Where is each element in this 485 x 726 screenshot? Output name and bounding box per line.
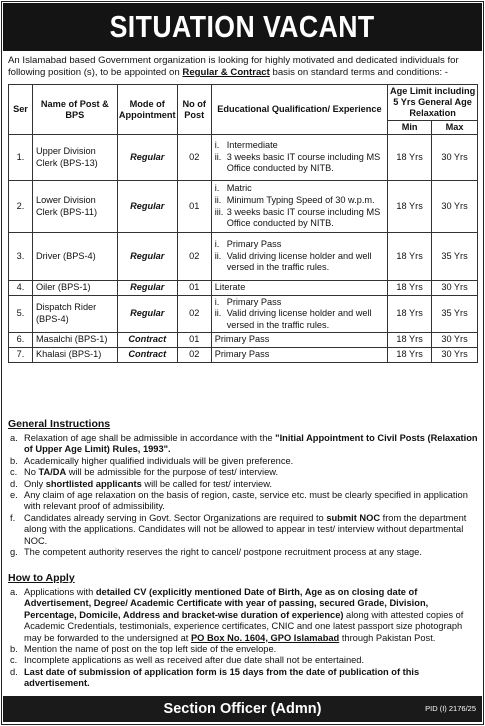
header-post: Name of Post & BPS [32,85,117,135]
cell-post: Driver (BPS-4) [32,233,117,281]
instruction-index: a. [10,433,18,443]
cell-age-max: 35 Yrs [432,295,478,333]
qualification-text: Primary Pass [214,348,270,359]
instruction-index: d. [10,478,18,489]
how-to-apply-heading: How to Apply [8,572,75,584]
instruction-text: PO Box No. 1604, GPO Islamabad [190,632,340,643]
cell-num: 01 [177,181,211,233]
instruction-index: e. [10,490,18,501]
cell-age-min: 18 Yrs [388,347,432,362]
cell-ser: 1. [9,135,33,181]
qualification-number: ii. [214,194,222,205]
header-qual: Educational Qualification/ Experience [211,85,387,135]
cell-age-max: 30 Yrs [432,333,478,348]
cell-mode: Contract [117,347,177,362]
qualification-number: i. [214,183,220,194]
qualification-text: Minimum Typing Speed of 30 w.p.m. [226,194,375,205]
instruction-text: No [24,467,39,478]
instruction-text: Candidates already serving in Govt. Sector Organizations are required to [24,512,327,523]
cell-age-min: 18 Yrs [388,135,432,181]
qualification-text: Primary Pass [214,334,270,345]
qualification-number: i. [214,239,220,250]
cell-post: Lower Division Clerk (BPS-11) [32,181,117,233]
header-num: No of Post [177,85,211,135]
intro-text-1: An Islamabad based Government organization is looking for highly motivated and dedicated individuals for following position (s), to be appointed on [8,55,459,78]
qualification-line [215,297,384,309]
qualification-line [215,251,384,274]
qualification-line [215,207,384,230]
instruction-text: "Initial Appointment to Civil Posts (Relaxation of Upper Age Limit) Rules, 1993". [24,433,478,455]
instruction-text: Last date of submission of application form is 15 days from the date of publication of this advertisement. [24,666,420,689]
instruction-index: a. [10,587,18,597]
publication-id: PID (I) 2176/25 [425,704,476,713]
cell-mode: Regular [117,295,177,333]
cell-age-max: 30 Yrs [432,181,478,233]
cell-post: Oiler (BPS-1) [32,281,117,296]
qualification-line [215,152,384,175]
instruction-item [8,547,478,558]
instruction-index: f. [10,512,16,523]
footer-bar [3,696,482,722]
header-mode: Mode of Appointment [117,85,177,135]
cell-age-max: 30 Yrs [432,135,478,181]
cell-ser: 7. [9,347,33,362]
instruction-text: Any claim of age relaxation on the basis of region, caste, service etc. must be clearly specified in application with relevant proof of admissibility. [24,490,468,512]
cell-mode: Regular [117,135,177,181]
cell-num: 02 [177,233,211,281]
instruction-text: Only [24,478,46,489]
instruction-item [8,479,478,490]
instruction-index: c. [10,467,18,478]
cell-mode: Regular [117,281,177,296]
how-to-apply-list [8,587,478,690]
cell-qualification [211,295,387,333]
qualification-text: 3 weeks basic IT course including MS Office conducted by NITB. [226,206,381,229]
table-row [9,181,478,233]
instruction-text: will be admissible for the purpose of test/ interview. [66,467,279,478]
cell-mode: Contract [117,333,177,348]
instruction-index: g. [10,547,18,558]
qualification-text: Literate [214,282,246,292]
qualification-line [215,349,384,361]
instruction-text: through Pakistan Post. [339,632,436,643]
instruction-text: Relaxation of age shall be admissible in accordance with the [24,433,276,443]
instruction-item [8,655,478,666]
header-age: Age Limit including 5 Yrs General Age Relaxation [388,85,478,121]
instruction-text: from the department along with the applications. Candidates will not be allowed to appear in test/ interview without departmental NOC. [24,512,467,546]
signatory: Section Officer (Admn) [163,701,322,717]
instruction-item [8,456,478,467]
cell-qualification [211,333,387,348]
qualification-number: i. [214,296,220,307]
instruction-index: b. [10,644,18,655]
general-instructions-heading: General Instructions [8,418,111,430]
cell-age-min: 18 Yrs [388,233,432,281]
cell-mode: Regular [117,181,177,233]
qualification-text: Intermediate [226,140,278,151]
cell-num: 02 [177,295,211,333]
cell-age-min: 18 Yrs [388,333,432,348]
cell-mode: Regular [117,233,177,281]
qualification-number: i. [214,140,220,151]
qualification-text: Primary Pass [226,239,282,250]
vacancy-table [8,84,478,363]
qualification-text: Matric [226,183,252,194]
cell-post: Upper Division Clerk (BPS-13) [32,135,117,181]
general-instructions-list [8,433,478,558]
cell-qualification [211,233,387,281]
qualification-number: ii. [214,308,222,319]
header-min: Min [388,121,432,135]
instruction-text: shortlisted applicants [45,478,142,489]
header-max: Max [432,121,478,135]
table-row [9,233,478,281]
instruction-text: detailed CV (explicitly mentioned Date of Birth, Age as on closing date of Advertisement, Degree/ Academic Certificate with year of passing, secured Grade, Division, Percentage, Domicile, Address and bracket-wise duration of experience) [24,587,429,620]
instruction-text: Academically higher qualified individuals will be given preference. [24,455,294,466]
cell-age-max: 35 Yrs [432,233,478,281]
instruction-text: Applications with [24,587,96,597]
instruction-item [8,433,478,456]
cell-num: 02 [177,347,211,362]
table-row [9,333,478,348]
qualification-text: 3 weeks basic IT course including MS Office conducted by NITB. [226,151,381,174]
page-title: SITUATION VACANT [109,9,376,44]
intro-emphasis: Regular & Contract [182,67,270,78]
instruction-text: TA/DA [38,467,67,478]
cell-age-min: 18 Yrs [388,181,432,233]
instruction-index: b. [10,455,18,466]
instruction-text: submit NOC [326,512,381,523]
cell-age-max: 30 Yrs [432,347,478,362]
instruction-index: c. [10,655,18,666]
cell-ser: 3. [9,233,33,281]
table-row [9,135,478,181]
qualification-number: ii. [214,151,222,162]
cell-ser: 4. [9,281,33,296]
qualification-text: Valid driving license holder and well versed in the traffic rules. [226,308,372,330]
qualification-number: iii. [214,206,224,217]
cell-ser: 2. [9,181,33,233]
qualification-line [215,282,384,294]
cell-num: 01 [177,333,211,348]
instruction-index: d. [10,666,18,677]
qualification-line [215,195,384,207]
qualification-text: Valid driving license holder and well versed in the traffic rules. [226,250,372,273]
instruction-item [8,490,478,513]
table-row [9,295,478,333]
cell-post: Khalasi (BPS-1) [32,347,117,362]
qualification-number: ii. [214,250,222,261]
header-ser: Ser [9,85,33,135]
qualification-line [215,334,384,346]
cell-age-max: 30 Yrs [432,281,478,296]
instruction-item [8,587,478,644]
instruction-item [8,644,478,655]
qualification-line [215,140,384,152]
cell-qualification [211,181,387,233]
qualification-line [215,183,384,195]
cell-age-min: 18 Yrs [388,295,432,333]
cell-post: Dispatch Rider (BPS-4) [32,295,117,333]
intro-paragraph [8,55,478,79]
qualification-line [215,239,384,251]
instruction-text: will be called for test/ interview. [141,478,273,489]
cell-post: Masalchi (BPS-1) [32,333,117,348]
cell-age-min: 18 Yrs [388,281,432,296]
cell-num: 02 [177,135,211,181]
instruction-text: along with attested copies of Academic Credentials, testimonials, experience certificates, CNIC and one latest passport size photograph may be forwarded to the undersigned at [24,609,464,643]
instruction-item [8,467,478,478]
instruction-text: Incomplete applications as well as received after due date shall not be entertained. [24,655,365,666]
cell-ser: 5. [9,295,33,333]
title-banner [3,3,482,51]
qualification-text: Primary Pass [226,296,282,307]
cell-num: 01 [177,281,211,296]
cell-qualification [211,135,387,181]
table-row [9,347,478,362]
intro-text-2: basis on standard terms and conditions: - [269,67,448,78]
cell-ser: 6. [9,333,33,348]
cell-qualification [211,281,387,296]
instruction-item [8,513,478,547]
instruction-item [8,667,478,690]
qualification-line [215,308,384,331]
instruction-text: Mention the name of post on the top left side of the envelope. [24,644,277,655]
instruction-text: The competent authority reserves the right to cancel/ postpone recruitment process at any stage. [24,547,422,558]
cell-qualification [211,347,387,362]
table-row [9,281,478,296]
